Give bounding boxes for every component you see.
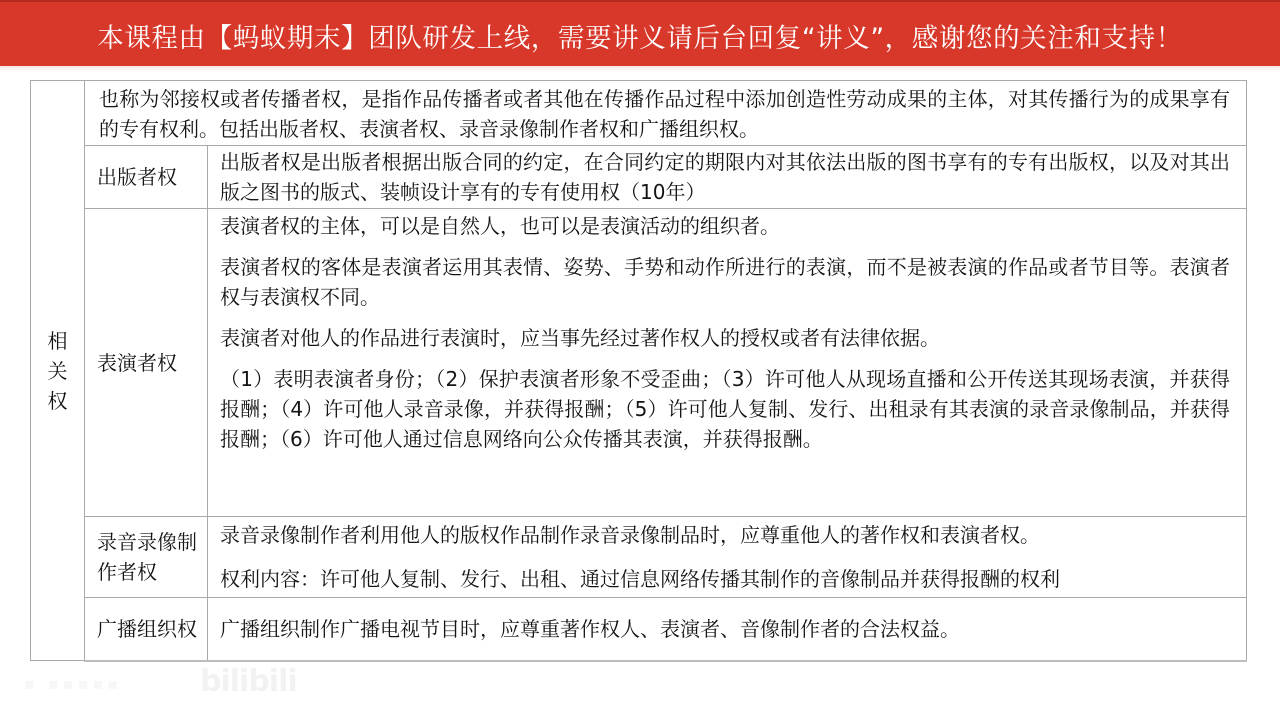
related-rights-table	[30, 80, 1247, 662]
performer-paragraph: 表演者权的主体，可以是自然人，也可以是表演活动的组织者。	[220, 214, 780, 238]
row-content-cell	[208, 146, 1247, 209]
banner-shadow	[0, 66, 1280, 72]
table-row-recording	[31, 517, 1247, 598]
row-content-cell	[208, 209, 1247, 517]
intro-cell	[85, 81, 1247, 146]
table-row-publisher	[31, 146, 1247, 209]
broadcast-paragraph: 广播组织制作广播电视节目时，应尊重著作权人、表演者、音像制作者的合法权益。	[220, 616, 960, 641]
row-label-performer: 表演者权	[97, 350, 177, 375]
row-content-cell	[208, 598, 1247, 661]
main-category-cell	[31, 81, 85, 661]
top-banner	[0, 0, 1280, 66]
row-label-cell	[85, 598, 208, 661]
publisher-paragraph: 出版者权是出版者根据出版合同的约定，在合同约定的期限内对其依法出版的图书享有的专有出版权，以及对其出版之图书的版式、装帧设计享有的专有使用权（10年）	[220, 150, 1230, 204]
row-content-cell	[208, 517, 1247, 598]
bilibili-logo-icon: bilibili	[200, 664, 297, 699]
watermark-channel-text: ▪ ▪▪▪▪▪	[24, 674, 123, 693]
related-rights-table-container	[30, 80, 1246, 661]
table-row-performer	[31, 209, 1247, 517]
bilibili-watermark	[20, 664, 297, 700]
row-label-broadcast: 广播组织权	[97, 616, 197, 641]
banner-text: 本课程由【蚂蚁期末】团队研发上线，需要讲义请后台回复“讲义”，感谢您的关注和支持！	[97, 22, 1183, 54]
performer-paragraph: 表演者权的客体是表演者运用其表情、姿势、手势和动作所进行的表演，而不是被表演的作品或者节目等。表演者权与表演权不同。	[220, 255, 1230, 309]
row-label-cell	[85, 146, 208, 209]
main-category-label: 相关权	[47, 328, 68, 413]
table-row-broadcast	[31, 598, 1247, 661]
recording-paragraph: 录音录像制作者利用他人的版权作品制作录音录像制品时，应尊重他人的著作权和表演者权。	[220, 523, 1040, 547]
table-row-intro	[31, 81, 1247, 146]
row-label-recording: 录音录像制作者权	[97, 530, 197, 584]
row-label-cell	[85, 209, 208, 517]
performer-rights-list: （1）表明表演者身份；（2）保护表演者形象不受歪曲；（3）许可他人从现场直播和公开传送其现场表演，并获得报酬；（4）许可他人录音录像，并获得报酬；（5）许可他人复制、发行、出租录有其表演的录音录像制品，并获得报酬；（6）许可他人通过信息网络向公众传播其表演，并获得报酬。	[220, 367, 1230, 451]
row-label-cell	[85, 517, 208, 598]
intro-text: 也称为邻接权或者传播者权，是指作品传播者或者其他在传播作品过程中添加创造性劳动成果的主体，对其传播行为的成果享有的专有权利。包括出版者权、表演者权、录音录像制作者权和广播组织权。	[99, 87, 1230, 141]
recording-paragraph: 权利内容：许可他人复制、发行、出租、通过信息网络传播其制作的音像制品并获得报酬的权利	[220, 567, 1060, 591]
performer-paragraph: 表演者对他人的作品进行表演时，应当事先经过著作权人的授权或者有法律依据。	[220, 326, 940, 350]
row-label-publisher: 出版者权	[97, 165, 177, 189]
